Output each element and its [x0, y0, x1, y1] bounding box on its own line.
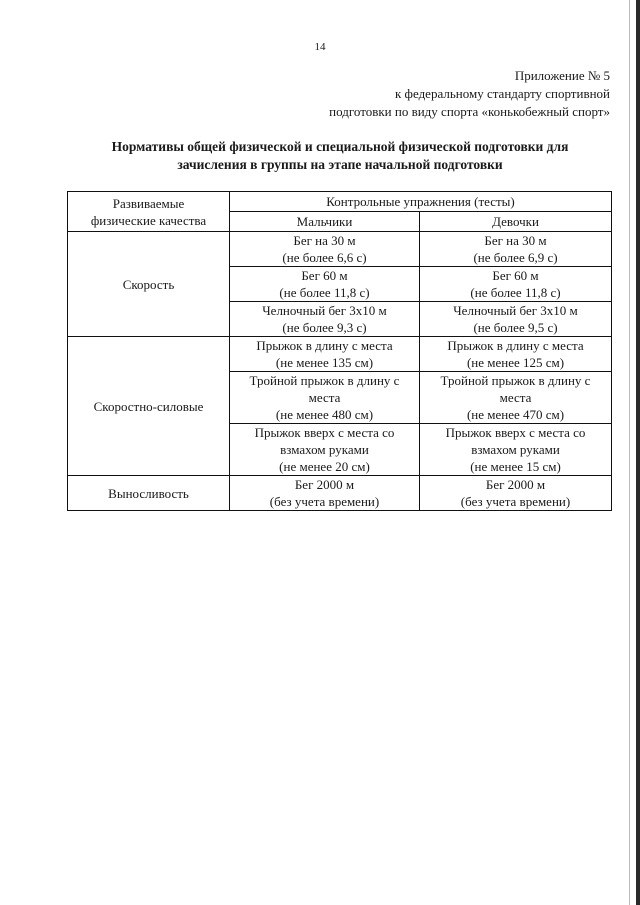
- girls-test-cell: [420, 337, 612, 372]
- boys-test-line: (не более 6,6 с): [282, 250, 367, 265]
- title-line-2: зачисления в группы на этапе начальной подготовки: [177, 157, 503, 172]
- table-row: [68, 232, 612, 267]
- norms-table: [67, 191, 612, 511]
- boys-test-line: (не менее 20 см): [279, 459, 370, 474]
- header-girls-cell: Девочки: [420, 212, 612, 232]
- boys-test-line: взмахом руками: [280, 442, 369, 457]
- boys-test-cell: [230, 232, 420, 267]
- boys-test-line: Челночный бег 3х10 м: [262, 303, 387, 318]
- appendix-line-1: Приложение № 5: [514, 68, 610, 83]
- boys-test-line: (не менее 480 см): [275, 407, 374, 422]
- quality-cell: Скорость: [68, 232, 230, 337]
- boys-test-line: Прыжок в длину с места: [256, 338, 393, 353]
- header-row-1: [68, 192, 612, 212]
- scan-edge-line: [629, 0, 630, 905]
- header-tests-cell: Контрольные упражнения (тесты): [230, 192, 612, 212]
- table-body: [68, 232, 612, 511]
- appendix-line-2: к федеральному стандарту спортивной: [394, 86, 610, 101]
- boys-test-line: Бег 60 м: [301, 268, 348, 283]
- girls-test-line: Прыжок вверх с места со: [445, 425, 586, 440]
- boys-test-cell: [230, 476, 420, 511]
- boys-test-line: (не более 11,8 с): [279, 285, 370, 300]
- boys-test-cell: [230, 424, 420, 476]
- boys-test-cell: [230, 302, 420, 337]
- girls-test-line: (без учета времени): [460, 494, 571, 509]
- girls-test-line: Прыжок в длину с места: [447, 338, 584, 353]
- girls-test-line: (не менее 15 см): [470, 459, 561, 474]
- girls-test-cell: [420, 267, 612, 302]
- girls-test-cell: [420, 302, 612, 337]
- table-row: [68, 476, 612, 511]
- boys-test-cell: [230, 267, 420, 302]
- scan-edge: [636, 0, 640, 905]
- boys-test-line: места: [308, 390, 341, 405]
- title-line-1: Нормативы общей физической и специальной физической подготовки для: [111, 139, 569, 154]
- girls-test-line: Бег на 30 м: [484, 233, 547, 248]
- boys-test-line: Бег на 30 м: [293, 233, 356, 248]
- document-title: [60, 138, 620, 174]
- appendix-block: [329, 67, 610, 121]
- boys-test-line: (не менее 135 см): [275, 355, 374, 370]
- quality-cell: Скоростно-силовые: [68, 337, 230, 476]
- header-quality-cell: [68, 192, 230, 232]
- girls-test-line: (не менее 125 см): [466, 355, 565, 370]
- boys-test-cell: [230, 337, 420, 372]
- header-quality-line-1: Развиваемые: [112, 195, 185, 211]
- boys-test-line: Тройной прыжок в длину с: [249, 373, 400, 388]
- girls-test-line: взмахом руками: [471, 442, 560, 457]
- girls-test-cell: [420, 372, 612, 424]
- girls-test-cell: [420, 476, 612, 511]
- header-boys-cell: Мальчики: [230, 212, 420, 232]
- boys-test-cell: [230, 372, 420, 424]
- girls-test-line: Челночный бег 3х10 м: [453, 303, 578, 318]
- girls-test-line: (не более 9,5 с): [473, 320, 558, 335]
- boys-test-line: (без учета времени): [269, 494, 380, 509]
- girls-test-line: Бег 60 м: [492, 268, 539, 283]
- girls-test-line: Бег 2000 м: [485, 477, 546, 492]
- boys-test-line: Прыжок вверх с места со: [254, 425, 395, 440]
- boys-test-line: (не более 9,3 с): [282, 320, 367, 335]
- boys-test-line: Бег 2000 м: [294, 477, 355, 492]
- header-quality-line-2: физические качества: [90, 212, 207, 228]
- girls-test-line: Тройной прыжок в длину с: [440, 373, 591, 388]
- appendix-line-3: подготовки по виду спорта «конькобежный спорт»: [329, 104, 610, 119]
- quality-cell: Выносливость: [68, 476, 230, 511]
- table-row: [68, 337, 612, 372]
- page-number: 14: [314, 41, 326, 53]
- girls-test-line: (не более 11,8 с): [470, 285, 561, 300]
- girls-test-line: места: [499, 390, 532, 405]
- girls-test-line: (не менее 470 см): [466, 407, 565, 422]
- girls-test-line: (не более 6,9 с): [473, 250, 558, 265]
- girls-test-cell: [420, 424, 612, 476]
- girls-test-cell: [420, 232, 612, 267]
